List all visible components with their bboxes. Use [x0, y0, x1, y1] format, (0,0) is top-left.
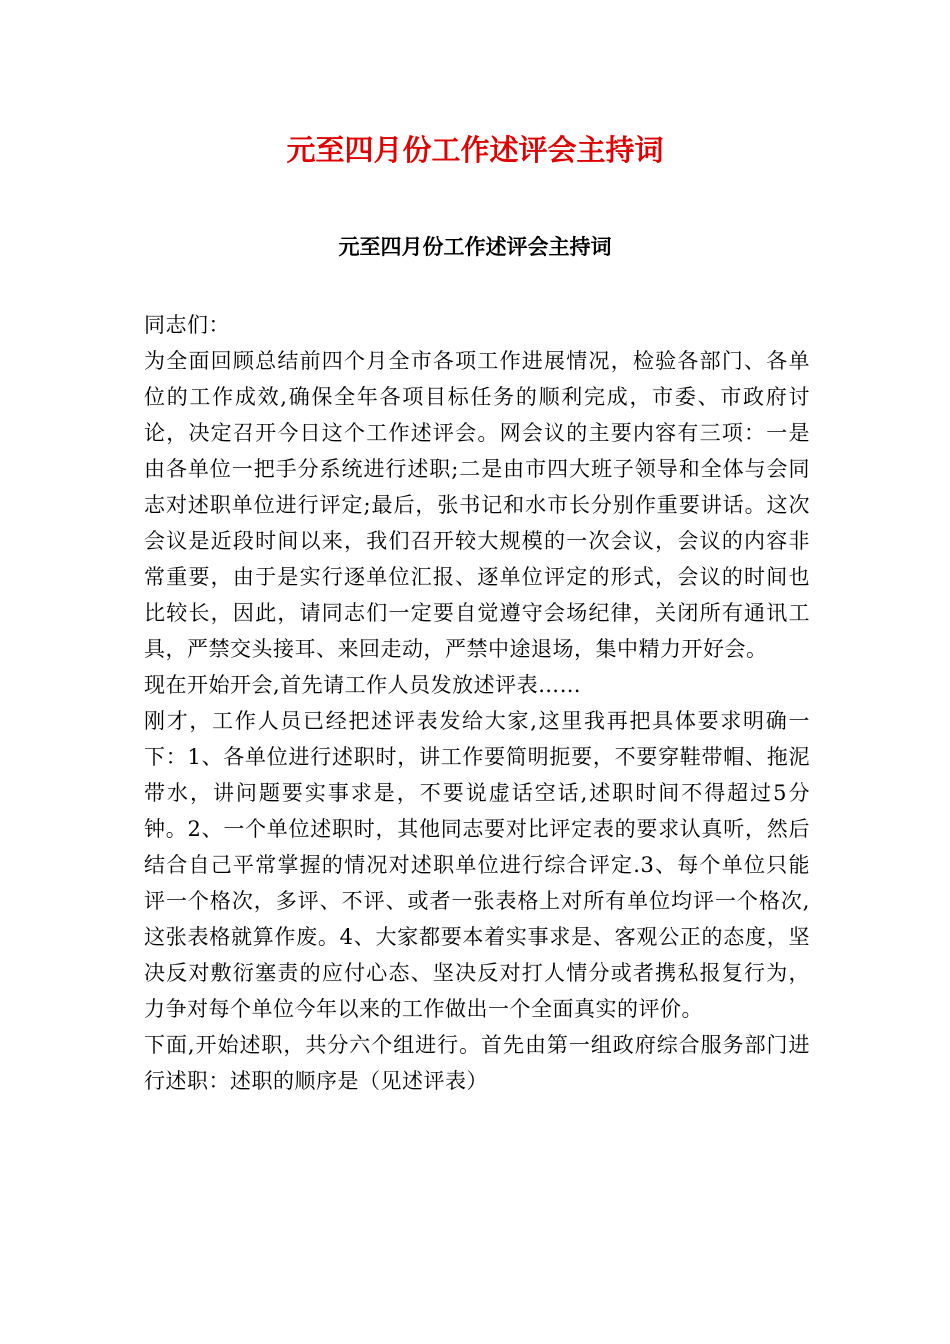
document-body — [144, 307, 810, 1099]
document-subtitle: 元至四月份工作述评会主持词 — [338, 234, 612, 259]
salutation-paragraph: 同志们： — [144, 313, 230, 337]
start-meeting-paragraph: 现在开始开会,首先请工作人员发放述评表…… — [144, 673, 582, 697]
opening-paragraph: 为全面回顾总结前四个月全市各项工作进展情况，检验各部门、各单位的工作成效,确保全年各项目标任务的顺利完成，市委、市政府讨论，决定召开今日这个工作述评会。网会议的主要内容有三项：一是由各单位一把手分系统进行述职;二是由市四大班子领导和全体与会同志对述职单位进行评定;最后，张书记和水市长分别作重要讲话。这次会议是近段时间以来，我们召开较大规模的一次会议，会议的内容非常重要，由于是实行逐单位汇报、逐单位评定的形式，会议的时间也比较长，因此，请同志们一定要自觉遵守会场纪律，关闭所有通讯工具，严禁交头接耳、来回走动，严禁中途退场，集中精力开好会。 — [144, 349, 810, 661]
requirements-paragraph: 刚才，工作人员已经把述评表发给大家,这里我再把具体要求明确一下：1、各单位进行述职时，讲工作要简明扼要，不要穿鞋带帽、拖泥带水，讲问题要实事求是，不要说虚话空话,述职时间不得超过5分钟。2、一个单位述职时，其他同志要对比评定表的要求认真听，然后结合自己平常掌握的情况对述职单位进行综合评定.3、每个单位只能评一个格次，多评、不评、或者一张表格上对所有单位均评一个格次,这张表格就算作废。4、大家都要本着实事求是、客观公正的态度，坚决反对敷衍塞责的应付心态、坚决反对打人情分或者携私报复行为，力争对每个单位今年以来的工作做出一个全面真实的评价。 — [144, 709, 810, 1021]
reporting-order-paragraph: 下面,开始述职，共分六个组进行。首先由第一组政府综合服务部门进行述职：述职的顺序是（见述评表） — [144, 1033, 810, 1093]
document-title: 元至四月份工作述评会主持词 — [286, 133, 664, 167]
